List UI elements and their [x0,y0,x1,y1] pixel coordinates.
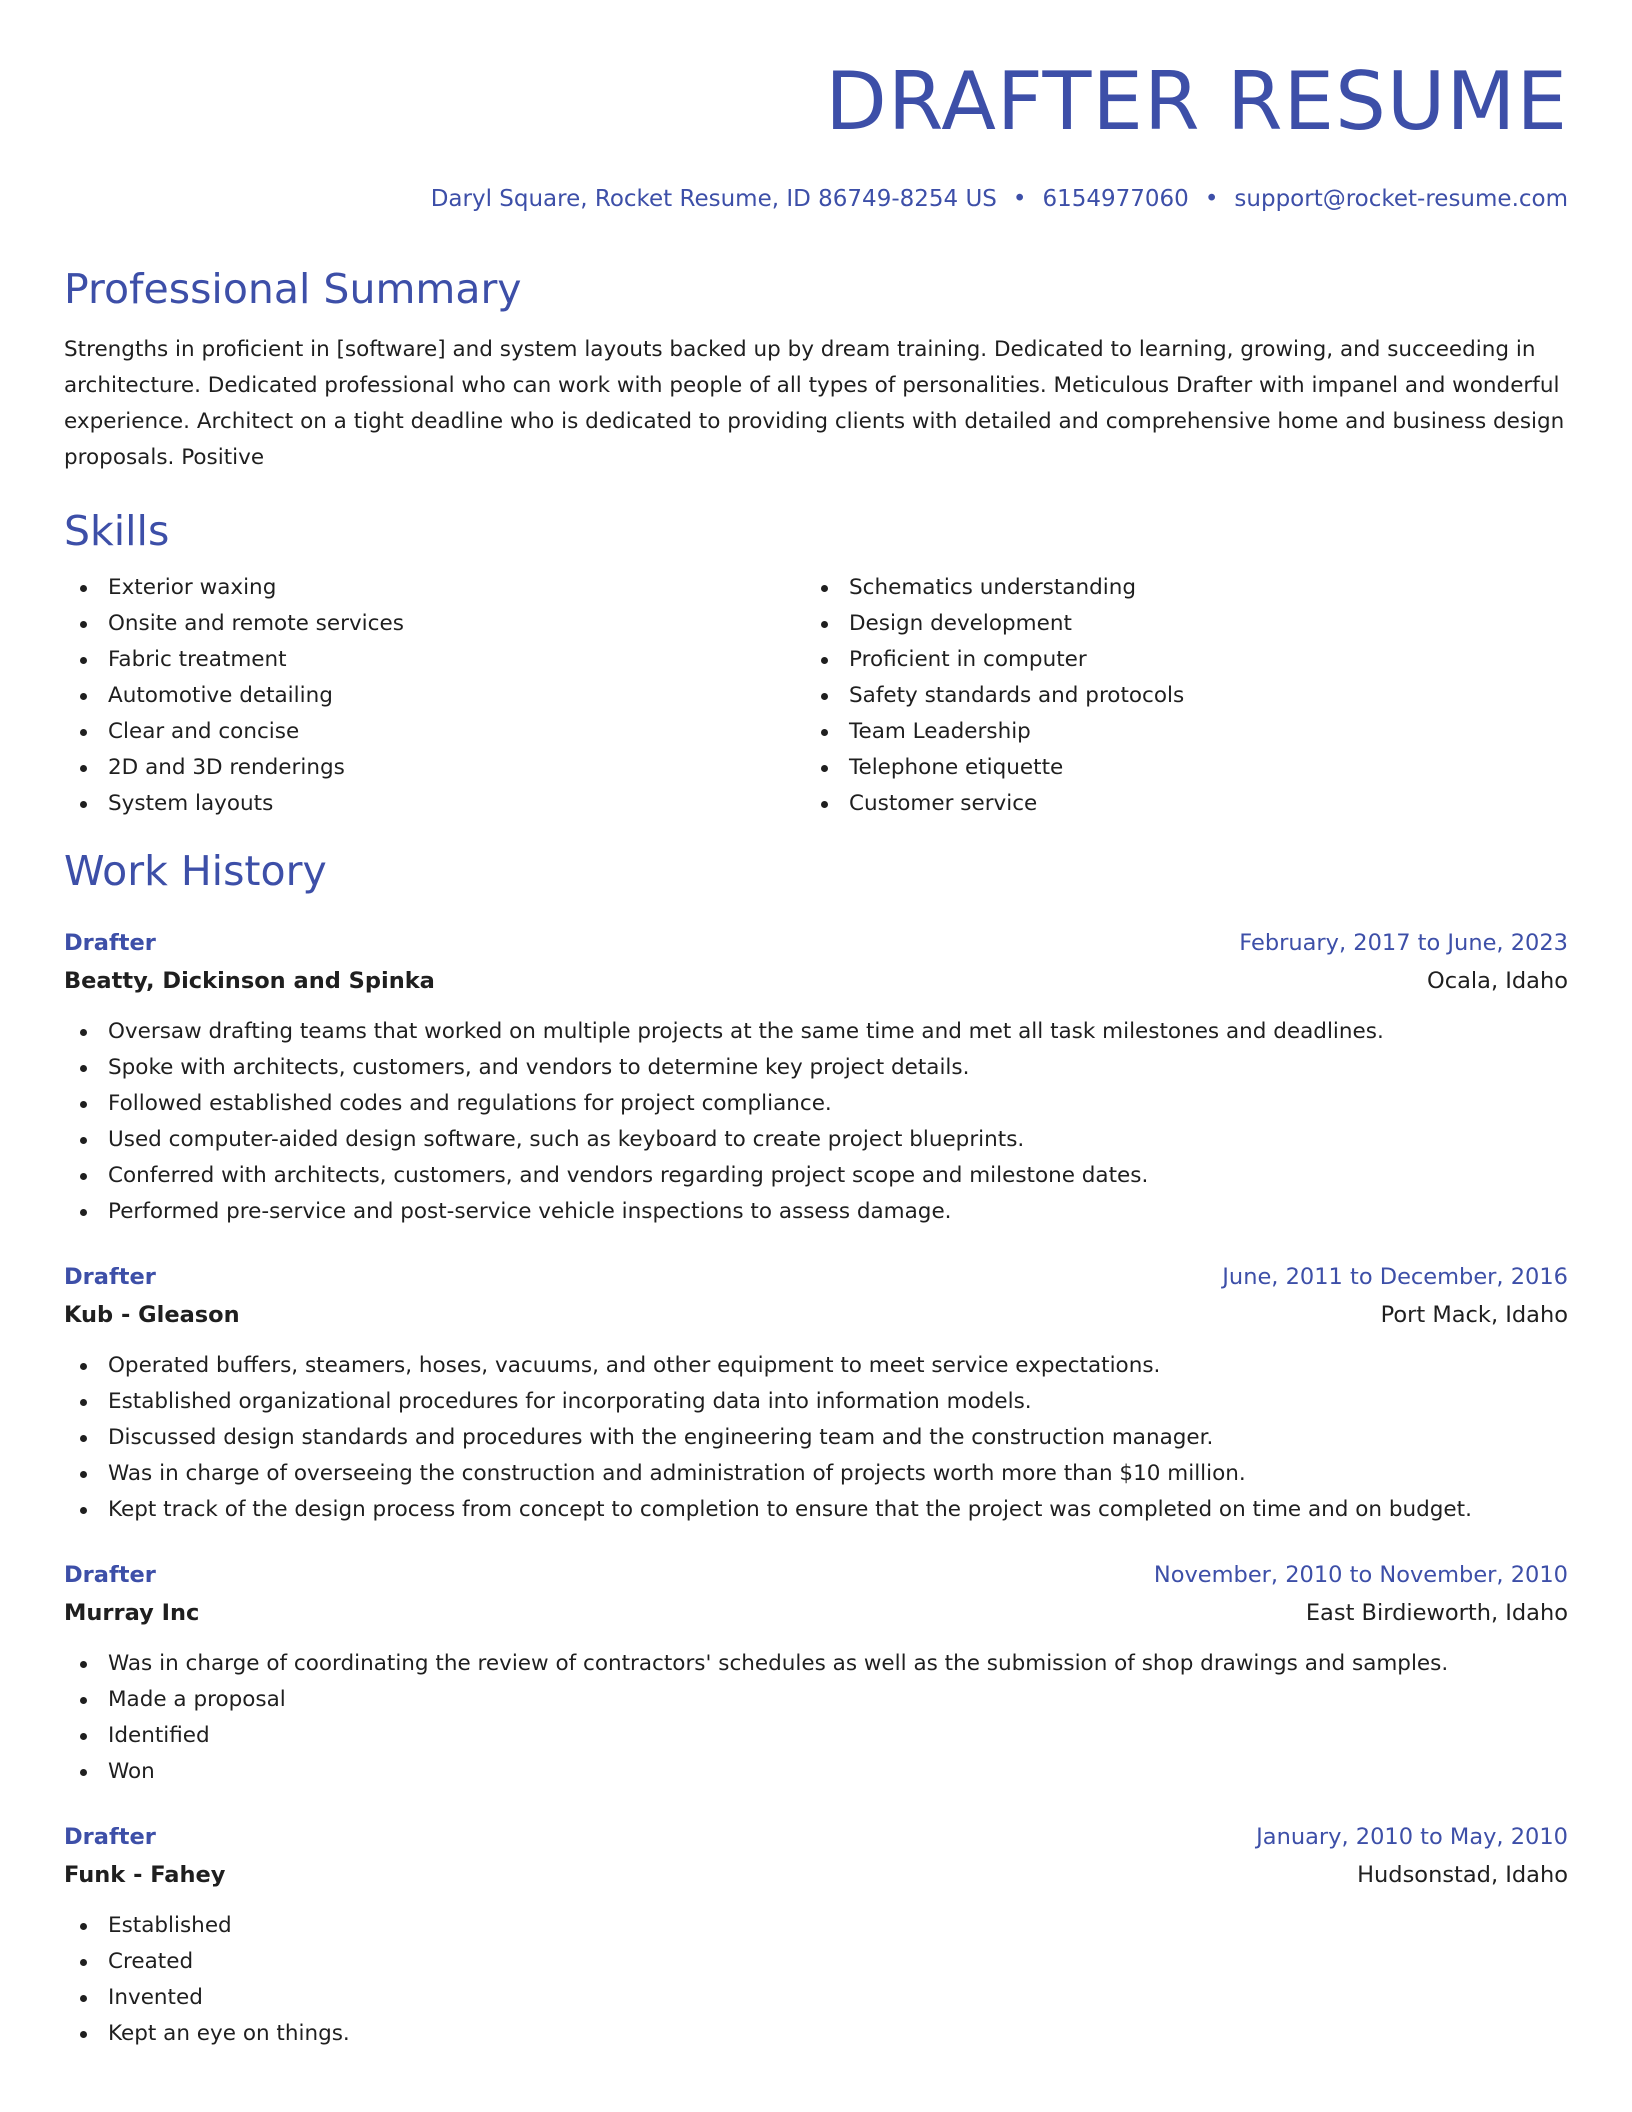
job-company-row [64,1856,1568,1894]
job-bullet: Identified [64,1718,1568,1754]
job-title: Drafter [64,1824,156,1850]
job-bullets [64,1908,1568,2052]
job-bullet: Performed pre-service and post-service vehicle inspections to assess damage. [64,1194,1568,1230]
summary-heading: Professional Summary [64,265,522,313]
skill-item: Customer service [805,786,1546,822]
skill-item: Telephone etiquette [805,750,1546,786]
work-history-heading: Work History [64,847,327,895]
job-dates: November, 2010 to November, 2010 [1153,1562,1568,1588]
job-header-row [64,924,1568,962]
job-dates: June, 2011 to December, 2016 [1222,1264,1568,1290]
job-bullet: Established organizational procedures for incorporating data into information models. [64,1384,1568,1420]
job-bullet: Kept an eye on things. [64,2016,1568,2052]
job-company: Kub - Gleason [64,1302,240,1328]
job-bullet: Invented [64,1980,1568,2016]
contact-separator: • [1012,186,1027,212]
job-location: Ocala, Idaho [1427,968,1568,994]
resume-title: DRAFTER RESUME [825,55,1568,148]
job-location: East Birdieworth, Idaho [1305,1600,1568,1626]
job-header-row [64,1556,1568,1594]
skill-item: Clear and concise [64,714,805,750]
job-bullet: Oversaw drafting teams that worked on multiple projects at the same time and met all task milestones and deadlines. [64,1014,1568,1050]
job-bullets [64,1646,1568,1790]
job-company-row [64,962,1568,1000]
skills-list-left [64,570,805,822]
skill-item: Automotive detailing [64,678,805,714]
job-bullets [64,1014,1568,1230]
job-bullet: Made a proposal [64,1682,1568,1718]
job-bullet: Followed established codes and regulations for project compliance. [64,1086,1568,1122]
job-company: Murray Inc [64,1600,200,1626]
skill-item: Fabric treatment [64,642,805,678]
skill-item: Onsite and remote services [64,606,805,642]
job-header-row [64,1818,1568,1856]
contact-line [64,184,1568,214]
job-bullet: Created [64,1944,1568,1980]
job-bullet: Established [64,1908,1568,1944]
job-bullet: Won [64,1754,1568,1790]
skill-item: Team Leadership [805,714,1546,750]
job-company: Funk - Fahey [64,1862,226,1888]
job-bullet: Operated buffers, steamers, hoses, vacuums, and other equipment to meet service expectations. [64,1348,1568,1384]
job-company: Beatty, Dickinson and Spinka [64,968,435,994]
skills-list-right [805,570,1546,822]
skill-item: Proficient in computer [805,642,1546,678]
job-location: Port Mack, Idaho [1380,1302,1568,1328]
job-company-row [64,1594,1568,1632]
job-title: Drafter [64,930,156,956]
contact-address: Daryl Square, Rocket Resume, ID 86749-8254 US [430,186,997,212]
job-entry [64,1818,1568,2052]
skill-item: Schematics understanding [805,570,1546,606]
job-bullet: Spoke with architects, customers, and vendors to determine key project details. [64,1050,1568,1086]
skill-item: Exterior waxing [64,570,805,606]
job-entry [64,924,1568,1230]
contact-email: support@rocket-resume.com [1234,186,1568,212]
job-bullets [64,1348,1568,1528]
job-location: Hudsonstad, Idaho [1357,1862,1568,1888]
summary-text: Strengths in proficient in [software] and system layouts backed up by dream training. Dedicated to learning, growing, and succeeding in architecture. Dedicated professional who can work with people of all types of personalities. Meticulous Drafter with impanel and wonderful experience. Architect on a tight deadline who is dedicated to providing clients with detailed and comprehensive home and business design proposals. Positive [64,337,1565,470]
job-dates: January, 2010 to May, 2010 [1256,1824,1568,1850]
job-entry [64,1556,1568,1790]
contact-phone: 6154977060 [1042,186,1189,212]
job-header-row [64,1258,1568,1296]
job-title: Drafter [64,1562,156,1588]
contact-separator: • [1204,186,1219,212]
skill-item: Safety standards and protocols [805,678,1546,714]
job-bullet: Used computer-aided design software, such as keyboard to create project blueprints. [64,1122,1568,1158]
job-entry [64,1258,1568,1528]
skill-item: 2D and 3D renderings [64,750,805,786]
skills-heading: Skills [64,507,170,555]
job-bullet: Kept track of the design process from concept to completion to ensure that the project was completed on time and on budget. [64,1492,1568,1528]
job-title: Drafter [64,1264,156,1290]
skills-grid [64,570,1568,822]
job-bullet: Was in charge of overseeing the construction and administration of projects worth more than $10 million. [64,1456,1568,1492]
job-dates: February, 2017 to June, 2023 [1239,930,1568,956]
job-bullet: Was in charge of coordinating the review of contractors' schedules as well as the submission of shop drawings and samples. [64,1646,1568,1682]
skill-item: Design development [805,606,1546,642]
job-company-row [64,1296,1568,1334]
skill-item: System layouts [64,786,805,822]
job-bullet: Conferred with architects, customers, and vendors regarding project scope and milestone dates. [64,1158,1568,1194]
job-bullet: Discussed design standards and procedures with the engineering team and the construction manager. [64,1420,1568,1456]
